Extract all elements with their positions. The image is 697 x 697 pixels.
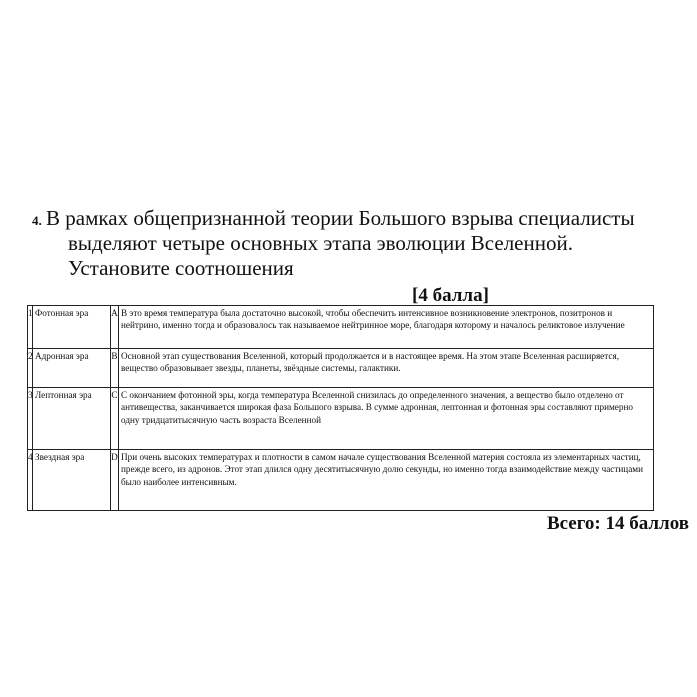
matching-table [27, 305, 654, 511]
era-description: Основной этап существования Вселенной, который продолжается и в настоящее время. На этом этапе Вселенная расширяется, вещество образовывает звезды, планеты, звёздные системы, галактики. [119, 349, 654, 388]
era-description: При очень высоких температурах и плотности в самом начале существования Вселенной материя состояла из элементарных частиц, прежде всего, из адронов. Этот этап длился одну десятитысячную долю секунды, но именно тогда взаимодействие между частицами было наиболее интенсивным. [119, 450, 654, 511]
total-score: Всего: 14 баллов [546, 513, 689, 534]
table-row [28, 388, 654, 450]
era-name: Адронная эра [33, 349, 111, 388]
question-number: 4. [32, 213, 42, 228]
row-number: 4 [28, 450, 33, 511]
row-number: 1 [28, 306, 33, 349]
era-description: В это время температура была достаточно высокой, чтобы обеспечить интенсивное возникновение электронов, позитронов и нейтрино, именно тогда и образовалось так называемое нейтринное море, благодаря которому и началось реликтовое излучение [119, 306, 654, 349]
row-letter: D [111, 450, 119, 511]
table-row [28, 306, 654, 349]
table-row [28, 349, 654, 388]
row-letter: B [111, 349, 119, 388]
question-line: В рамках общепризнанной теории Большого взрыва специалисты [46, 206, 635, 230]
era-name: Звездная эра [33, 450, 111, 511]
question [32, 206, 682, 281]
row-letter: A [111, 306, 119, 349]
table-row [28, 450, 654, 511]
row-number: 3 [28, 388, 33, 450]
era-name: Лептонная эра [33, 388, 111, 450]
era-description: С окончанием фотонной эры, когда температура Вселенной снизилась до определенного значения, а вещество было отделено от антивещества, заканчивается широкая фаза Большого взрыва. В сумме адронная, лептонная и фотонная эры составляют примерно одну тридцатитысячную часть возраста Вселенной [119, 388, 654, 450]
question-text [46, 206, 635, 281]
row-number: 2 [28, 349, 33, 388]
era-name: Фотонная эра [33, 306, 111, 349]
question-line: выделяют четыре основных этапа эволюции Вселенной. [68, 231, 573, 255]
points-label: [4 балла] [412, 285, 489, 306]
row-letter: C [111, 388, 119, 450]
question-line: Установите соотношения [68, 256, 294, 280]
